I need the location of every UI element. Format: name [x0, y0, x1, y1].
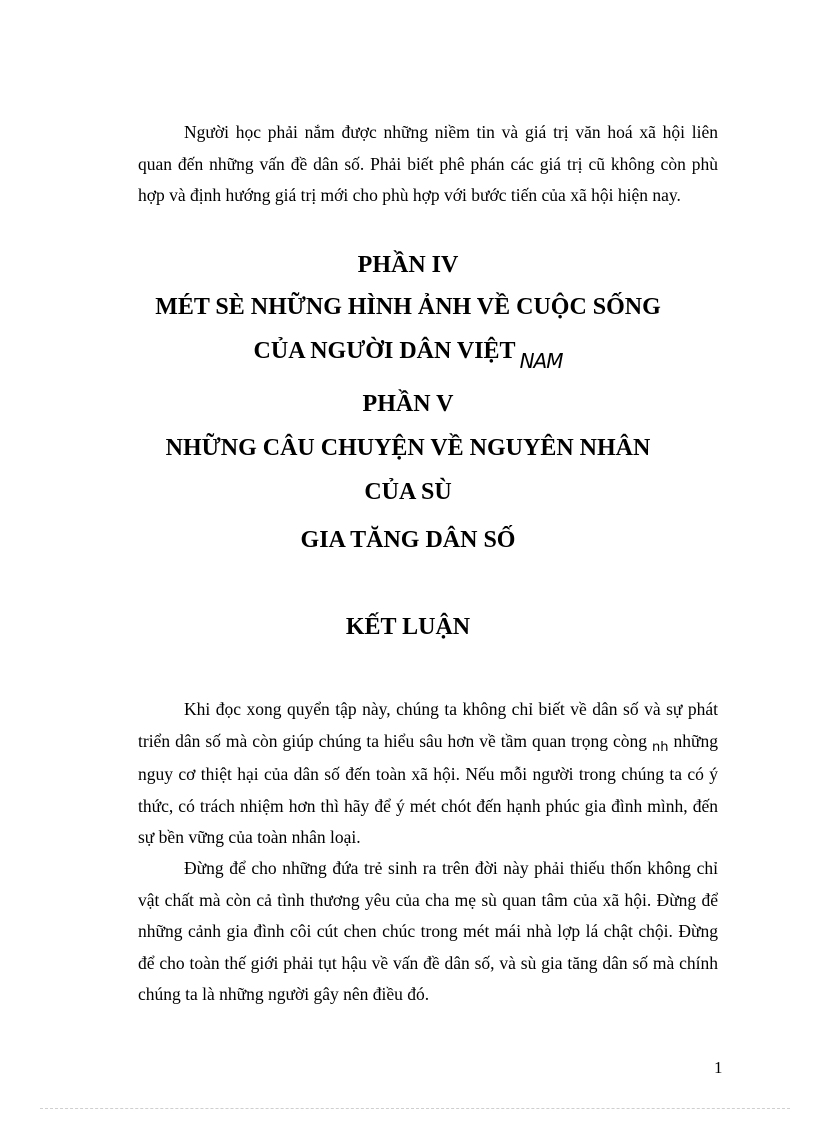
- part4-title-line2: [0, 338, 816, 373]
- part4-label: PHẦN IV: [357, 252, 459, 278]
- intro-paragraph: Người học phải nắm được những niềm tin và giá trị văn hoá xã hội liên quan đến những vấn đề dân số. Phải biết phê phán các giá trị cũ không còn phù hợp và định hướng giá trị mới cho phù hợp với bước tiến của xã hội hiện nay.: [138, 122, 718, 205]
- conclusion-paragraph-1-nh: nh: [652, 739, 669, 755]
- part4-title-line2-text: CỦA NGƯỜI DÂN VIỆT: [253, 338, 516, 364]
- page-number: 1: [714, 1058, 723, 1077]
- conclusion-paragraph-1-end: những nguy cơ thiệt hại của dân số đến toàn xã hội. Nếu mỗi người trong chúng ta có ý thức, có trách nhiệm hơn thì hãy để ý mét chót đến hạnh phúc gia đình mình, đến sự bền vững của toàn nhân loại.: [138, 730, 719, 847]
- part5-title-line2: CỦA SÙ: [364, 479, 452, 505]
- part5-title-line1: NHỮNG CÂU CHUYỆN VỀ NGUYÊN NHÂN: [165, 435, 651, 461]
- conclusion-paragraph-1-start: Khi đọc xong quyển tập này, chúng ta không chỉ biết về dân số và sự phát triển dân số mà còn giúp chúng ta hiểu sâu hơn về tầm quan trọng còng: [138, 699, 718, 751]
- part4-title-line2-tail: NAM: [519, 349, 563, 373]
- part5-title-line3: GIA TĂNG DÂN SỐ: [300, 527, 516, 553]
- conclusion-paragraph-2: Đừng để cho những đứa trẻ sinh ra trên đời này phải thiếu thốn không chỉ vật chất mà còn cả tình thương yêu của cha mẹ sù quan tâm của xã hội. Đừng để những cảnh gia đình côi cút chen chúc trong mét mái nhà lợp lá chật chội. Đừng để cho toàn thế giới phải tụt hậu về vấn đề dân số, và sù gia tăng dân số mà chính chúng ta là những người gây nên điều đó.: [138, 858, 718, 1004]
- part5-label: PHẦN V: [362, 391, 454, 417]
- conclusion-heading: KẾT LUẬN: [345, 614, 471, 640]
- conclusion-paragraph-1: [138, 694, 718, 854]
- part4-title-line1: MÉT SÈ NHỮNG HÌNH ẢNH VỀ CUỘC SỐNG: [155, 294, 661, 320]
- footer-divider: [40, 1108, 790, 1109]
